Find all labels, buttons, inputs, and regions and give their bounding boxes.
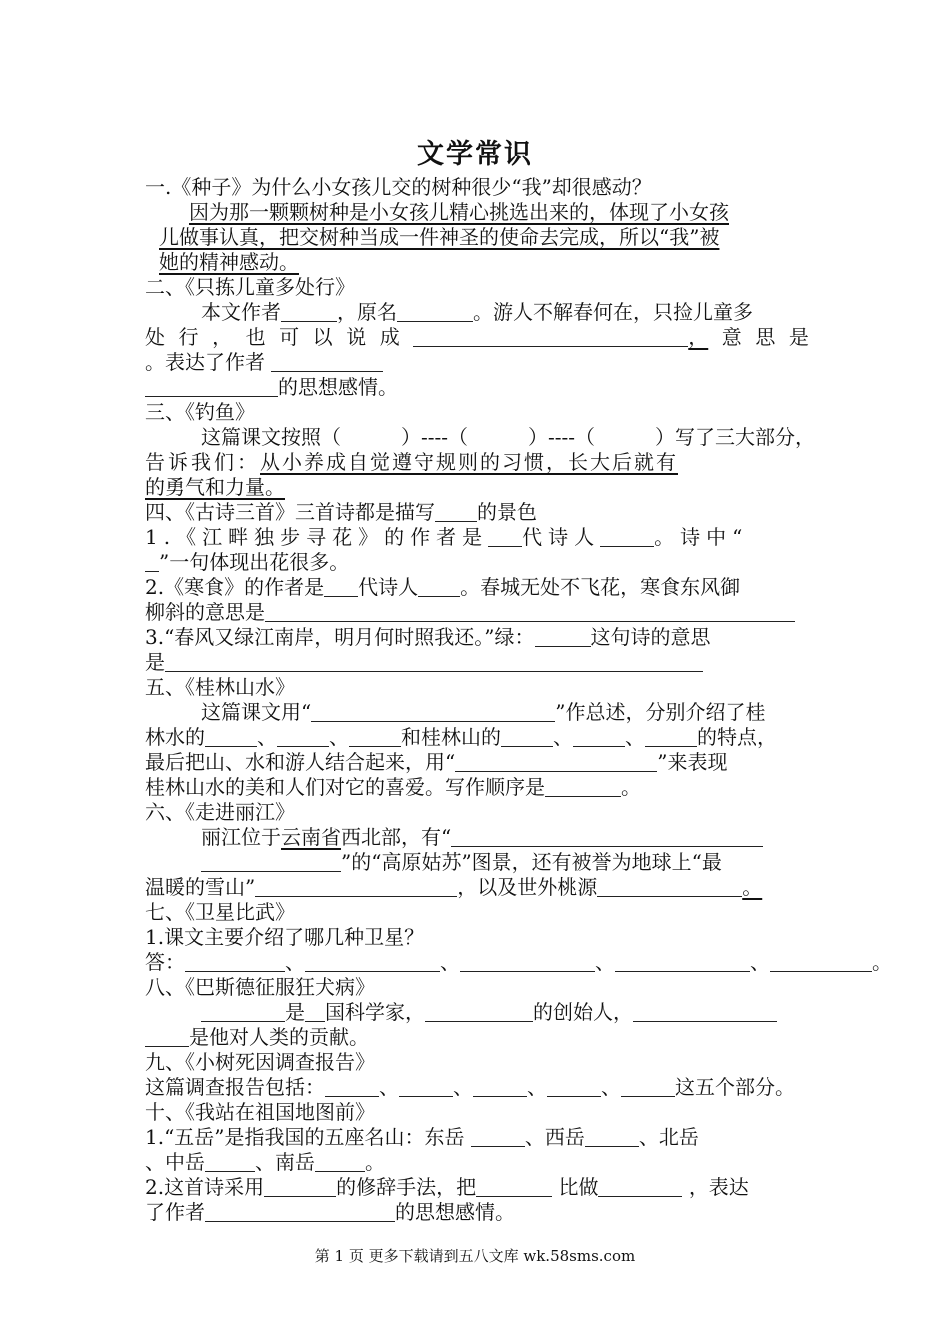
s4-p1-line2: ”一句体现出花很多。 bbox=[145, 550, 809, 575]
s1-answer-line3: 她的精神感动。 bbox=[159, 250, 299, 274]
blank[interactable] bbox=[535, 626, 591, 647]
blank[interactable] bbox=[205, 1151, 255, 1172]
s4-p3-line2: 是 bbox=[145, 650, 809, 675]
s1-answer-line2: 儿做事认真，把交树种当成一件神圣的使命去完成，所以“我”被 bbox=[159, 225, 720, 249]
blank[interactable] bbox=[615, 951, 750, 972]
blank[interactable] bbox=[201, 851, 341, 872]
blank[interactable] bbox=[547, 1076, 601, 1097]
s8-heading: 八、《巴斯德征服狂犬病》 bbox=[145, 975, 375, 999]
blank[interactable] bbox=[425, 1001, 533, 1022]
s2-line4: 的思想感情。 bbox=[145, 375, 809, 400]
s1-answer-line1: 因为那一颗颗树种是小女孩儿精心挑选出来的，体现了小女孩 bbox=[189, 200, 729, 224]
blank[interactable] bbox=[471, 1126, 525, 1147]
blank[interactable] bbox=[145, 376, 278, 397]
s3-line1: 这篇课文按照（ ）----（ ）----（ ）写了三大部分， bbox=[201, 425, 816, 449]
s6-heading: 六、《走进丽江》 bbox=[145, 800, 295, 824]
s2-line2: 处 行 ， 也 可 以 说 成 ， 意 思 是 bbox=[145, 325, 809, 349]
s8-line1: 是 国科学家， 的创始人， bbox=[145, 1000, 865, 1025]
page-title: 文学常识 bbox=[417, 139, 533, 170]
s9-line1: 这篇调查报告包括： 、 、 、 、 这五个部分。 bbox=[145, 1075, 795, 1099]
s7-answer: 答： 、 、 、 、 。 bbox=[145, 950, 892, 974]
blank[interactable] bbox=[305, 1001, 325, 1022]
s3-heading: 三、《钓鱼》 bbox=[145, 400, 255, 424]
s4-p2-line2: 柳斜的意思是 bbox=[145, 600, 809, 625]
blank[interactable] bbox=[435, 501, 477, 522]
s10-heading: 十、《我站在祖国地图前》 bbox=[145, 1100, 375, 1124]
blank[interactable] bbox=[311, 701, 555, 722]
blank[interactable] bbox=[418, 576, 460, 597]
blank[interactable] bbox=[271, 351, 383, 372]
s6-line2: ”的“高原姑苏”图景，还有被誉为地球上“最 bbox=[145, 850, 865, 875]
s10-p2-line2: 了作者 的思想感情。 bbox=[145, 1200, 515, 1224]
blank[interactable] bbox=[145, 551, 159, 572]
blank[interactable] bbox=[473, 1076, 527, 1097]
blank[interactable] bbox=[621, 1076, 675, 1097]
s7-heading: 七、《卫星比武》 bbox=[145, 900, 295, 924]
s5-line1: 这篇课文用“ ”作总述，分别介绍了桂 bbox=[201, 700, 766, 724]
s4-p1-line1: 1.《江畔独步寻花》的作者是 代诗人 。诗中“ bbox=[145, 525, 749, 549]
blank[interactable] bbox=[277, 726, 329, 747]
blank[interactable] bbox=[185, 951, 285, 972]
blank[interactable] bbox=[573, 726, 625, 747]
blank[interactable] bbox=[451, 826, 763, 847]
s2-line1: 本文作者 ，原名 。游人不解春何在，只捡儿童多 bbox=[201, 300, 753, 324]
blank[interactable] bbox=[399, 1076, 453, 1097]
s4-heading: 四、《古诗三首》三首诗都是描写 的景色 bbox=[145, 500, 537, 524]
s1-question: 一.《种子》为什么小女孩儿交的树种很少“我”却很感动？ bbox=[145, 175, 652, 199]
blank[interactable] bbox=[633, 1001, 777, 1022]
blank[interactable] bbox=[488, 526, 522, 547]
s10-p1-line2: 、中岳 、南岳 。 bbox=[145, 1150, 385, 1174]
blank[interactable] bbox=[585, 1126, 639, 1147]
s10-p2-line1: 2.这首诗采用 的修辞手法，把 比做 ，表达 bbox=[145, 1175, 749, 1199]
s10-p1-line1: 1.“五岳”是指我国的五座名山：东岳 、西岳 、北岳 bbox=[145, 1125, 699, 1149]
s5-heading: 五、《桂林山水》 bbox=[145, 675, 295, 699]
blank[interactable] bbox=[315, 1151, 365, 1172]
blank[interactable] bbox=[324, 576, 358, 597]
blank[interactable] bbox=[205, 1201, 395, 1222]
blank[interactable] bbox=[600, 526, 654, 547]
blank[interactable] bbox=[255, 876, 457, 897]
blank[interactable] bbox=[770, 951, 872, 972]
blank[interactable] bbox=[501, 726, 553, 747]
s6-line3: 温暖的雪山” ，以及世外桃源 。 bbox=[145, 875, 763, 899]
blank[interactable] bbox=[349, 726, 401, 747]
blank[interactable] bbox=[598, 1176, 682, 1197]
blank[interactable] bbox=[145, 1026, 189, 1047]
blank[interactable] bbox=[597, 876, 742, 897]
blank[interactable] bbox=[413, 326, 688, 347]
blank[interactable] bbox=[281, 301, 337, 322]
s6-line1: 丽江位于云南省西北部，有“ bbox=[145, 825, 865, 850]
s8-line2: 是他对人类的贡献。 bbox=[145, 1025, 809, 1050]
s3-line2: 告诉我们：从小养成自觉遵守规则的习惯，长大后就有 bbox=[145, 450, 678, 474]
blank[interactable] bbox=[397, 301, 473, 322]
s5-line2: 林水的 、 、 和桂林山的 、 、 的特点， bbox=[145, 725, 777, 749]
s5-line4: 桂林山水的美和人们对它的喜爱。写作顺序是 。 bbox=[145, 775, 641, 799]
blank[interactable] bbox=[265, 601, 795, 622]
blank[interactable] bbox=[264, 1176, 336, 1197]
blank[interactable] bbox=[325, 1076, 379, 1097]
s2-line3: 。表达了作者 bbox=[145, 350, 809, 375]
blank[interactable] bbox=[476, 1176, 552, 1197]
s5-line3: 最后把山、水和游人结合起来，用“ ”来表现 bbox=[145, 750, 728, 774]
blank[interactable] bbox=[545, 776, 621, 797]
blank[interactable] bbox=[201, 1001, 285, 1022]
s9-heading: 九、《小树死因调查报告》 bbox=[145, 1050, 375, 1074]
blank[interactable] bbox=[205, 726, 257, 747]
page-footer: 第 1 页 更多下载请到五八文库 wk.58sms.com bbox=[314, 1247, 636, 1265]
blank[interactable] bbox=[165, 651, 703, 672]
blank[interactable] bbox=[305, 951, 440, 972]
s3-line3: 的勇气和力量。 bbox=[145, 475, 285, 499]
s4-p2-line1: 2.《寒食》的作者是 代诗人 。春城无处不飞花，寒食东风御 bbox=[145, 575, 741, 599]
s7-question: 1.课文主要介绍了哪几种卫星？ bbox=[145, 925, 425, 949]
blank[interactable] bbox=[645, 726, 697, 747]
s2-heading: 二、《只拣儿童多处行》 bbox=[145, 275, 355, 299]
s4-p3-line1: 3.“春风又绿江南岸，明月何时照我还。”绿： 这句诗的意思 bbox=[145, 625, 711, 649]
blank[interactable] bbox=[455, 751, 657, 772]
blank[interactable] bbox=[460, 951, 595, 972]
